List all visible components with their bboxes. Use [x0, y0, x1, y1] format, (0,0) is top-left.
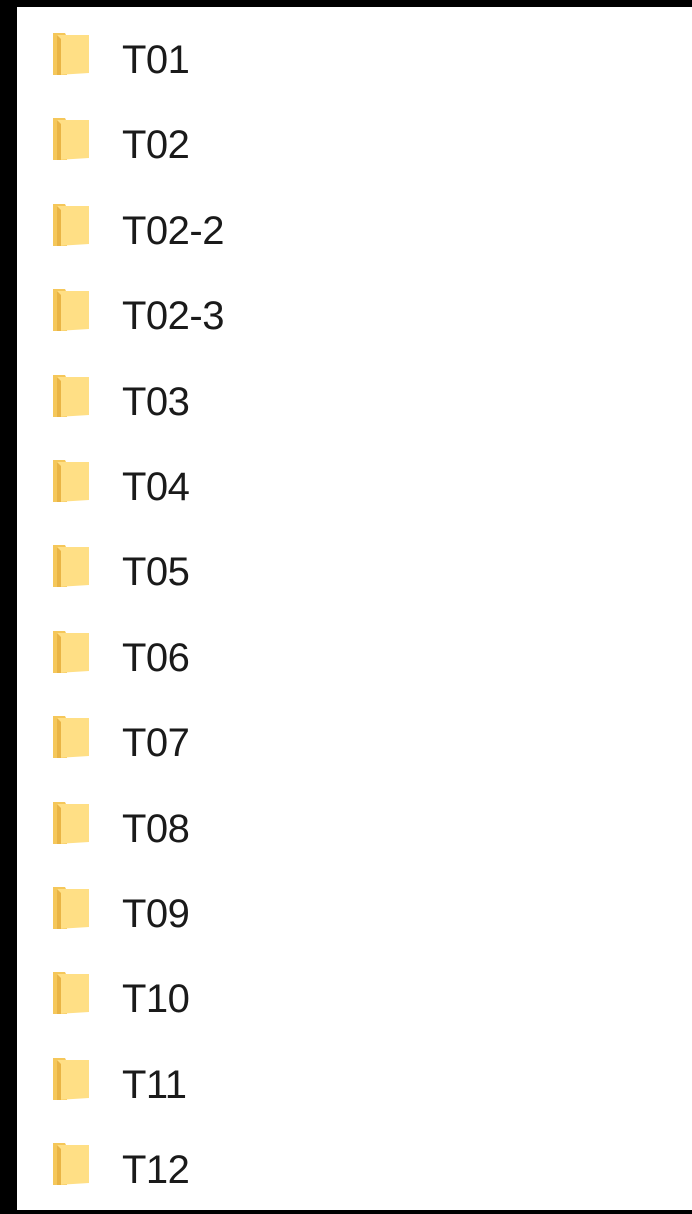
- folder-icon: [51, 29, 91, 79]
- folder-item[interactable]: [17, 361, 692, 446]
- folder-icon: [51, 627, 91, 677]
- folder-icon: [51, 1054, 91, 1104]
- folder-icon: [51, 883, 91, 933]
- folder-name: T10: [122, 977, 190, 1022]
- file-list-pane: [17, 7, 692, 1210]
- folder-item[interactable]: [17, 1129, 692, 1214]
- folder-item[interactable]: [17, 275, 692, 360]
- folder-item[interactable]: [17, 617, 692, 702]
- folder-name: T02: [122, 123, 190, 168]
- folder-name: T07: [122, 721, 190, 766]
- folder-name: T04: [122, 464, 190, 509]
- folder-name: T11: [122, 1062, 187, 1107]
- folder-name: T06: [122, 635, 190, 680]
- folder-item[interactable]: [17, 1044, 692, 1129]
- folder-item[interactable]: [17, 104, 692, 189]
- folder-item[interactable]: [17, 531, 692, 616]
- folder-icon: [51, 371, 91, 421]
- folder-item[interactable]: [17, 958, 692, 1043]
- folder-name: T01: [122, 38, 190, 82]
- folder-name: T02-2: [122, 208, 224, 253]
- folder-name: T12: [122, 1148, 190, 1193]
- folder-item[interactable]: [17, 446, 692, 531]
- folder-icon: [51, 968, 91, 1018]
- folder-icon: [51, 1139, 91, 1189]
- folder-icon: [51, 114, 91, 164]
- folder-name: T03: [122, 379, 190, 424]
- folder-name: T09: [122, 891, 190, 936]
- folder-name: T02-3: [122, 294, 224, 339]
- folder-icon: [51, 285, 91, 335]
- folder-item[interactable]: [17, 19, 692, 104]
- folder-name: T08: [122, 806, 190, 851]
- folder-item[interactable]: [17, 873, 692, 958]
- folder-icon: [51, 798, 91, 848]
- folder-icon: [51, 712, 91, 762]
- folder-icon: [51, 541, 91, 591]
- folder-list: [17, 19, 692, 1214]
- folder-icon: [51, 456, 91, 506]
- folder-item[interactable]: [17, 788, 692, 873]
- folder-item[interactable]: [17, 702, 692, 787]
- folder-name: T05: [122, 550, 190, 595]
- folder-icon: [51, 200, 91, 250]
- folder-item[interactable]: [17, 190, 692, 275]
